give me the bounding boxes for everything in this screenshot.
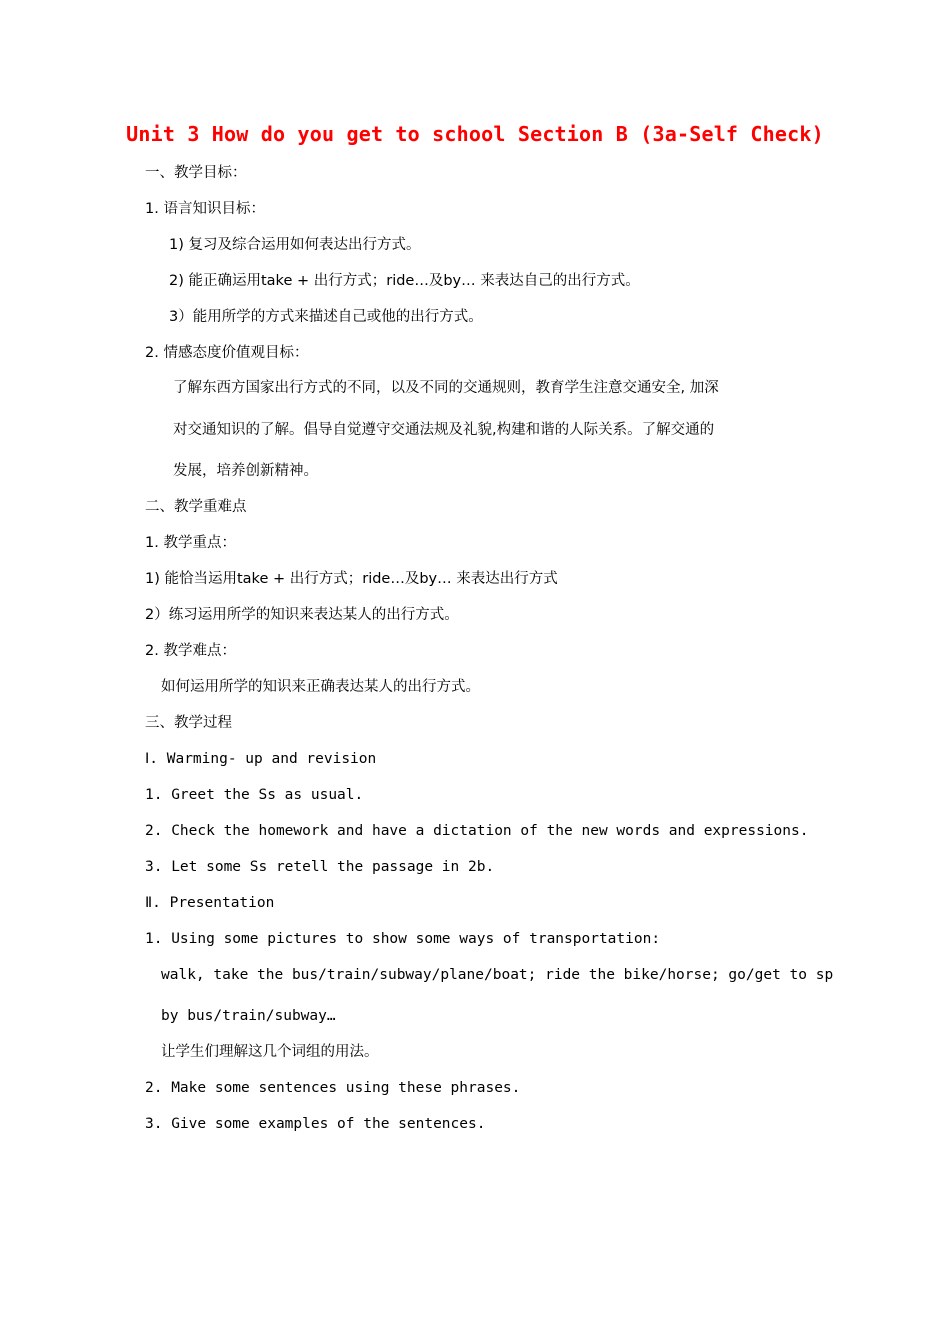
- paragraph-line-1: 了解东西方国家出行方式的不同，以及不同的交通规则，教育学生注意交通安全, 加深: [173, 380, 719, 396]
- subheading-language-knowledge: 1. 语言知识目标：: [145, 201, 265, 217]
- presentation-step-2: 2. Make some sentences using these phrases.: [145, 1080, 521, 1096]
- presentation-step-3: 3. Give some examples of the sentences.: [145, 1116, 486, 1132]
- presentation-step-1: 1. Using some pictures to show some ways of transportation:: [145, 931, 661, 947]
- warming-step-3: 3. Let some Ss retell the passage in 2b.: [145, 859, 495, 875]
- section-heading-key-points: 二、教学重难点: [145, 499, 247, 515]
- warming-step-1: 1. Greet the Ss as usual.: [145, 787, 364, 803]
- subheading-difficult-point: 2. 教学难点：: [145, 643, 236, 659]
- transport-phrases-line-1: walk, take the bus/train/subway/plane/boat; ride the bike/horse; go/get to sp: [161, 967, 834, 983]
- subheading-key-point: 1. 教学重点：: [145, 535, 236, 551]
- section-heading-process: 三、教学过程: [145, 715, 232, 731]
- document-title: Unit 3 How do you get to school Section B (3a-Self Check): [126, 122, 824, 146]
- paragraph-line-2: 对交通知识的了解。倡导自觉遵守交通法规及礼貌,构建和谐的人际关系。了解交通的: [173, 422, 715, 438]
- section-heading-objectives: 一、教学目标：: [145, 165, 247, 181]
- step-heading-presentation: Ⅱ. Presentation: [145, 895, 275, 911]
- paragraph-line-3: 发展，培养创新精神。: [173, 463, 318, 479]
- transport-phrases-line-2: by bus/train/subway…: [161, 1008, 336, 1024]
- warming-step-2: 2. Check the homework and have a dictation of the new words and expressions.: [145, 823, 809, 839]
- step-heading-warming-up: Ⅰ. Warming- up and revision: [145, 751, 377, 767]
- objective-item-2: 2) 能正确运用take + 出行方式；ride…及by… 来表达自己的出行方式。: [169, 273, 640, 289]
- phrase-usage-note: 让学生们理解这几个词组的用法。: [161, 1044, 379, 1060]
- subheading-emotion-values: 2. 情感态度价值观目标：: [145, 345, 309, 361]
- key-point-item-1: 1) 能恰当运用take + 出行方式；ride…及by… 来表达出行方式: [145, 571, 558, 587]
- objective-item-3: 3）能用所学的方式来描述自己或他的出行方式。: [169, 309, 483, 325]
- objective-item-1: 1) 复习及综合运用如何表达出行方式。: [169, 237, 421, 253]
- key-point-item-2: 2）练习运用所学的知识来表达某人的出行方式。: [145, 607, 459, 623]
- difficult-point-text: 如何运用所学的知识来正确表达某人的出行方式。: [161, 679, 480, 695]
